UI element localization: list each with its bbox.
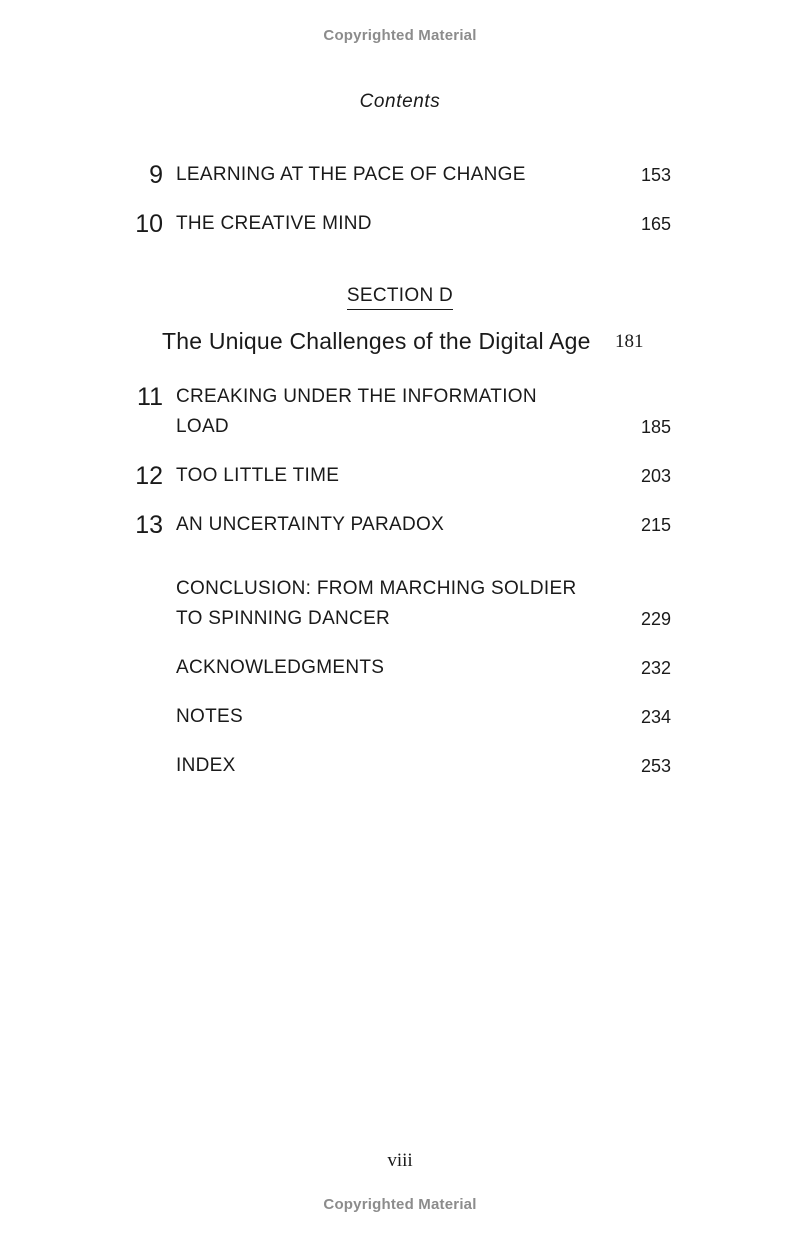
chapter-title: THE CREATIVE MIND — [176, 213, 372, 234]
back-matter-title-line1: CONCLUSION: FROM MARCHING SOLDIER — [176, 578, 577, 599]
page-number: 165 — [640, 214, 671, 234]
section-page-number: 181 — [615, 331, 644, 352]
back-matter-title-line2: TO SPINNING DANCER — [176, 608, 391, 629]
chapter-number: 11 — [137, 383, 163, 411]
section-label — [0, 284, 800, 310]
chapter-number: 13 — [135, 511, 163, 539]
chapter-title-line1: CREAKING UNDER THE INFORMATION — [176, 386, 537, 407]
section-label-text: SECTION D — [347, 284, 453, 310]
copyright-watermark-top: Copyrighted Material — [323, 27, 477, 44]
back-matter-title: ACKNOWLEDGMENTS — [176, 657, 385, 678]
page-number: 153 — [640, 165, 671, 185]
page-number: 229 — [640, 609, 671, 629]
page-number: 232 — [640, 658, 671, 678]
chapter-number: 9 — [149, 161, 163, 189]
chapter-title: TOO LITTLE TIME — [176, 465, 340, 486]
chapter-number: 10 — [135, 210, 163, 238]
page-heading: Contents — [359, 91, 441, 112]
section-title[interactable]: The Unique Challenges of the Digital Age — [162, 328, 591, 354]
chapter-title-line2: LOAD — [176, 416, 229, 437]
page-folio: viii — [387, 1150, 413, 1171]
page-number: 215 — [640, 515, 671, 535]
page-number: 234 — [640, 707, 671, 727]
back-matter-title: INDEX — [176, 755, 236, 776]
chapter-title: AN UNCERTAINTY PARADOX — [176, 514, 445, 535]
page-number: 203 — [640, 466, 671, 486]
chapter-number: 12 — [135, 462, 163, 490]
page-number: 253 — [640, 756, 671, 776]
chapter-title: LEARNING AT THE PACE OF CHANGE — [176, 164, 526, 185]
back-matter-title: NOTES — [176, 706, 243, 727]
copyright-watermark-bottom: Copyrighted Material — [323, 1196, 477, 1213]
page-number: 185 — [640, 417, 671, 437]
